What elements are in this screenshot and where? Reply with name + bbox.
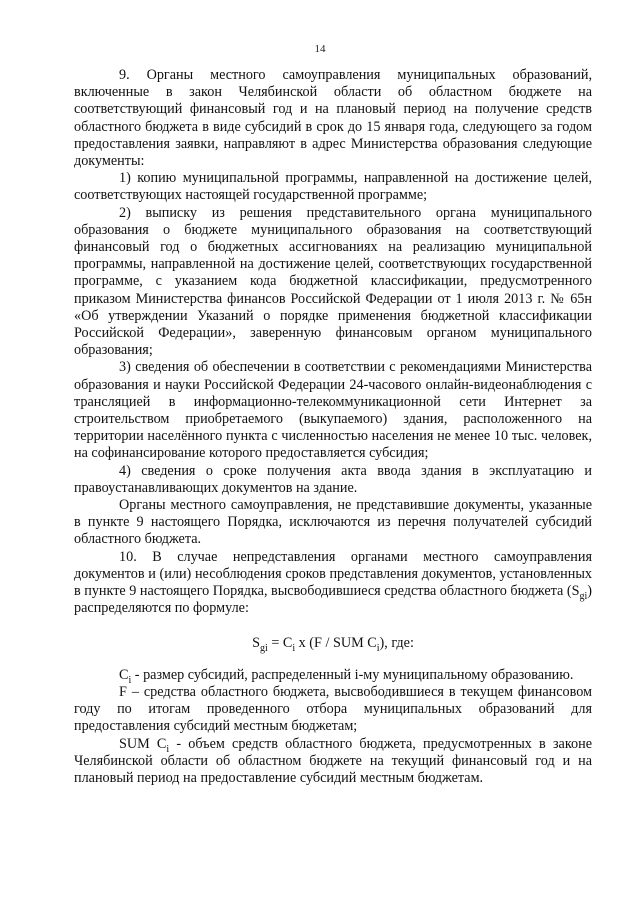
definition-sum-ci [74, 736, 592, 788]
item-2: 2) выписку из решения представительного органа муниципального образования о бюджете муниципального образования на соответствующий финансовый год о бюджетных ассигнованиях на реализацию муниципальной программы, направленной на достижение целей, соответствующих государственной программе, с указанием кода бюджетной классификации, предусмотренного приказом Министерства финансов Российской Федерации от 1 июля 2013 г. № 65н «Об утверждении Указаний о порядке применения бюджетной классификации Российской Федерации», заверенную финансовым органом муниципального образования; [74, 204, 592, 359]
exclusion-paragraph: Органы местного самоуправления, не представившие документы, указанные в пункте 9 настоящего Порядка, исключаются из перечня получателей субсидий областного бюджета. [74, 497, 592, 548]
document-body [74, 67, 592, 787]
definition-ci-text: - размер субсидий, распределенный i-му муниципальному образованию. [131, 666, 574, 683]
item-4: 4) сведения о сроке получения акта ввода здания в эксплуатацию и правоустанавливающих документов на здание. [74, 462, 592, 496]
formula-mid: = C [267, 634, 293, 651]
page-number: 14 [314, 43, 326, 55]
paragraph-10-tail: ) распределяются по формуле: [74, 583, 592, 617]
distribution-formula [74, 635, 592, 652]
paragraph-10 [74, 549, 592, 618]
formula-c-sub: i [292, 642, 296, 654]
definition-sum-ci-symbol: SUM C [119, 735, 167, 752]
definition-sum-ci-text: - объем средств областного бюджета, предусмотренных в законе Челябинской области об областном бюджете на текущий финансовый год и на плановый период на предоставление субсидий местным бюджетам. [74, 735, 592, 786]
formula-rest: x (F / SUM C [295, 634, 377, 651]
definition-ci-symbol: C [119, 666, 129, 683]
definition-f-symbol: F [119, 683, 127, 700]
formula-s-sub: gi [259, 642, 268, 654]
definition-ci-sub: i [128, 674, 132, 686]
definition-f-text: – средства областного бюджета, высвободившиеся в текущем финансовом году по итогам проведенного отбора муниципальных образований для предоставления субсидий местным бюджетам; [74, 683, 592, 735]
item-3: 3) сведения об обеспечении в соответствии с рекомендациями Министерства образования и науки Российской Федерации 24-часового онлайн-видеонаблюдения с трансляцией в информационно-телекоммуникационной сети Интернет за строительством приобретаемого (выкупаемого) здания, расположенного на территории населённого пункта с численностью населения не менее 10 тыс. человек, на софинансирование которого предоставляется субсидия; [74, 359, 592, 462]
formula-end: ), где: [379, 634, 414, 651]
paragraph-9: 9. Органы местного самоуправления муниципальных образований, включенные в закон Челябинской области об областном бюджете на соответствующий финансовый год и на плановый период на получение средств областного бюджета в виде субсидий в срок до 15 января года, следующего за годом предоставления заявки, направляют в адрес Министерства образования следующие документы: [74, 67, 592, 170]
formula-s: S [252, 634, 260, 651]
item-1: 1) копию муниципальной программы, направленной на достижение целей, соответствующих настоящей государственной программе; [74, 170, 592, 204]
definition-ci [74, 667, 592, 684]
definition-sum-ci-sub: i [166, 743, 170, 755]
definition-f [74, 684, 592, 736]
paragraph-10-text: 10. В случае непредставления органами местного самоуправления документов и (или) несоблюдения сроков представления документов, установленных в пункте 9 настоящего Порядка, высвободившиеся средства областного бюджета (S [74, 548, 592, 600]
formula-c2-sub: i [376, 642, 380, 654]
paragraph-10-subscript: gi [579, 590, 588, 602]
